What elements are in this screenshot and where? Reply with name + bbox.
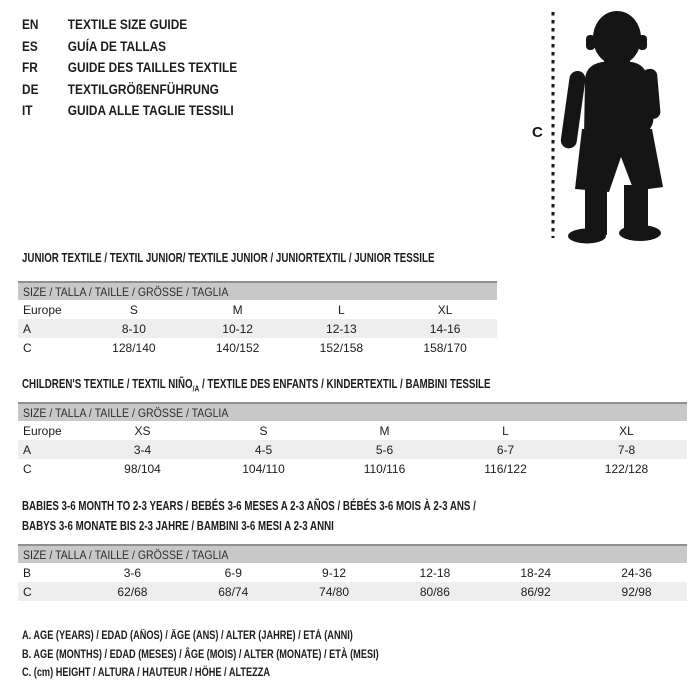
table-row xyxy=(18,300,497,319)
junior-section-heading: JUNIOR TEXTILE / TEXTIL JUNIOR/ TEXTILE JUNIOR / JUNIORTEXTIL / JUNIOR TESSILE xyxy=(22,251,435,265)
language-row xyxy=(22,14,321,36)
table-row xyxy=(18,582,687,601)
toddler-figure xyxy=(528,5,693,250)
size-cell: 10-12 xyxy=(222,321,253,336)
size-cell: 24-36 xyxy=(621,565,652,580)
row-label: C xyxy=(23,461,32,476)
size-cell: 14-16 xyxy=(429,321,461,336)
height-measure-label: C xyxy=(532,124,543,141)
row-label: A xyxy=(23,321,32,336)
language-code: DE xyxy=(22,81,39,97)
size-cell: 74/80 xyxy=(319,584,350,599)
size-cell: 7-8 xyxy=(617,442,636,457)
footnotes xyxy=(22,627,379,683)
size-cell: 62/68 xyxy=(117,584,148,599)
size-header-label: SIZE / TALLA / TAILLE / GRÖSSE / TAGLIA xyxy=(23,405,229,420)
size-cell: 12-13 xyxy=(326,321,357,336)
size-cell: 6-7 xyxy=(496,442,515,457)
language-title: GUIDA ALLE TAGLIE TESSILI xyxy=(67,103,234,118)
size-cell: S xyxy=(129,302,138,317)
size-cell: 80/86 xyxy=(419,584,450,599)
footnote-a: A. AGE (YEARS) / EDAD (AÑOS) / ÂGE (ANS) / ALTER (JAHRE) / ETÀ (ANNI) xyxy=(22,630,353,642)
size-header-band xyxy=(18,403,687,421)
size-cell: 8-10 xyxy=(121,321,146,336)
table-row xyxy=(18,421,687,440)
babies-section-heading xyxy=(22,497,476,536)
language-row xyxy=(22,79,321,101)
size-cell: 6-9 xyxy=(224,565,242,580)
size-cell: 92/98 xyxy=(621,584,652,599)
size-cell: M xyxy=(232,302,243,317)
size-cell: 68/74 xyxy=(218,584,249,599)
size-header-label: SIZE / TALLA / TAILLE / GRÖSSE / TAGLIA xyxy=(23,284,229,299)
size-cell: 12-18 xyxy=(419,565,451,580)
size-cell: S xyxy=(259,423,268,438)
row-label: B xyxy=(23,565,32,580)
size-cell: 3-6 xyxy=(123,565,142,580)
language-row xyxy=(22,36,321,58)
children-heading-subscript: /A xyxy=(192,383,200,394)
size-cell: 18-24 xyxy=(520,565,552,580)
size-header-band xyxy=(18,545,687,563)
size-cell: XL xyxy=(437,302,453,317)
size-cell: 128/140 xyxy=(112,340,156,355)
table-row xyxy=(18,319,497,338)
junior-size-table xyxy=(18,281,497,357)
size-header-band xyxy=(18,282,497,300)
size-cell: 5-6 xyxy=(375,442,394,457)
babies-heading-line2: BABYS 3-6 MONATE BIS 2-3 JAHRE / BAMBINI 3-6 MESI A 2-3 ANNI xyxy=(22,518,334,533)
language-code: FR xyxy=(22,60,38,75)
children-heading-text: CHILDREN'S TEXTILE / TEXTIL NIÑO xyxy=(22,377,193,391)
footnote-b: B. AGE (MONTHS) / EDAD (MESES) / ÂGE (MOIS) / ALTER (MONATE) / ETÀ (MESI) xyxy=(22,648,379,661)
table-row xyxy=(18,338,497,357)
size-cell: M xyxy=(379,423,390,438)
size-cell: L xyxy=(338,302,345,317)
language-row xyxy=(22,57,321,79)
language-title: GUÍA DE TALLAS xyxy=(67,38,167,54)
size-cell: XS xyxy=(134,423,151,438)
row-label: C xyxy=(23,584,32,599)
children-size-table xyxy=(18,402,687,478)
language-code: IT xyxy=(22,103,33,118)
row-label: Europe xyxy=(23,302,62,317)
size-cell: 140/152 xyxy=(215,340,260,355)
table-header-row xyxy=(18,545,687,563)
language-title: GUIDE DES TAILLES TEXTILE xyxy=(67,60,238,75)
language-title: TEXTILGRÖßENFÜHRUNG xyxy=(67,81,219,97)
size-cell: 9-12 xyxy=(322,565,347,580)
size-cell: 98/104 xyxy=(124,461,161,476)
language-row xyxy=(22,100,321,122)
table-header-row xyxy=(18,403,687,421)
row-label: Europe xyxy=(23,423,62,438)
size-cell: XL xyxy=(619,423,634,438)
language-code: EN xyxy=(22,17,39,32)
children-heading-text: / TEXTILE DES ENFANTS / KINDERTEXTIL / BAMBINI TESSILE xyxy=(199,377,491,391)
table-row xyxy=(18,563,687,582)
language-title: TEXTILE SIZE GUIDE xyxy=(67,17,188,32)
language-code: ES xyxy=(22,38,38,54)
size-cell: L xyxy=(502,423,509,438)
language-title-list xyxy=(22,14,321,122)
footnote-c: C. (cm) HEIGHT / ALTURA / HAUTEUR / HÖHE / ALTEZZA xyxy=(22,667,271,679)
table-row xyxy=(18,440,687,459)
table-row xyxy=(18,459,687,478)
row-label: C xyxy=(23,340,32,355)
table-header-row xyxy=(18,282,497,300)
size-cell: 158/170 xyxy=(423,340,467,355)
toddler-silhouette-icon xyxy=(560,11,663,244)
row-label: A xyxy=(23,442,32,457)
size-cell: 152/158 xyxy=(319,340,364,355)
babies-size-table xyxy=(18,544,687,601)
size-cell: 116/122 xyxy=(484,461,527,476)
size-cell: 110/116 xyxy=(363,461,406,476)
size-header-label: SIZE / TALLA / TAILLE / GRÖSSE / TAGLIA xyxy=(23,547,229,562)
size-cell: 122/128 xyxy=(604,461,649,476)
children-section-heading xyxy=(22,377,491,394)
babies-heading-line1: BABIES 3-6 MONTH TO 2-3 YEARS / BEBÉS 3-6 MESES A 2-3 AÑOS / BÉBÉS 3-6 MOIS À 2-3 ANS / xyxy=(22,499,476,513)
size-cell: 104/110 xyxy=(242,461,285,476)
size-cell: 4-5 xyxy=(254,442,273,457)
size-cell: 86/92 xyxy=(520,584,551,599)
size-cell: 3-4 xyxy=(133,442,152,457)
